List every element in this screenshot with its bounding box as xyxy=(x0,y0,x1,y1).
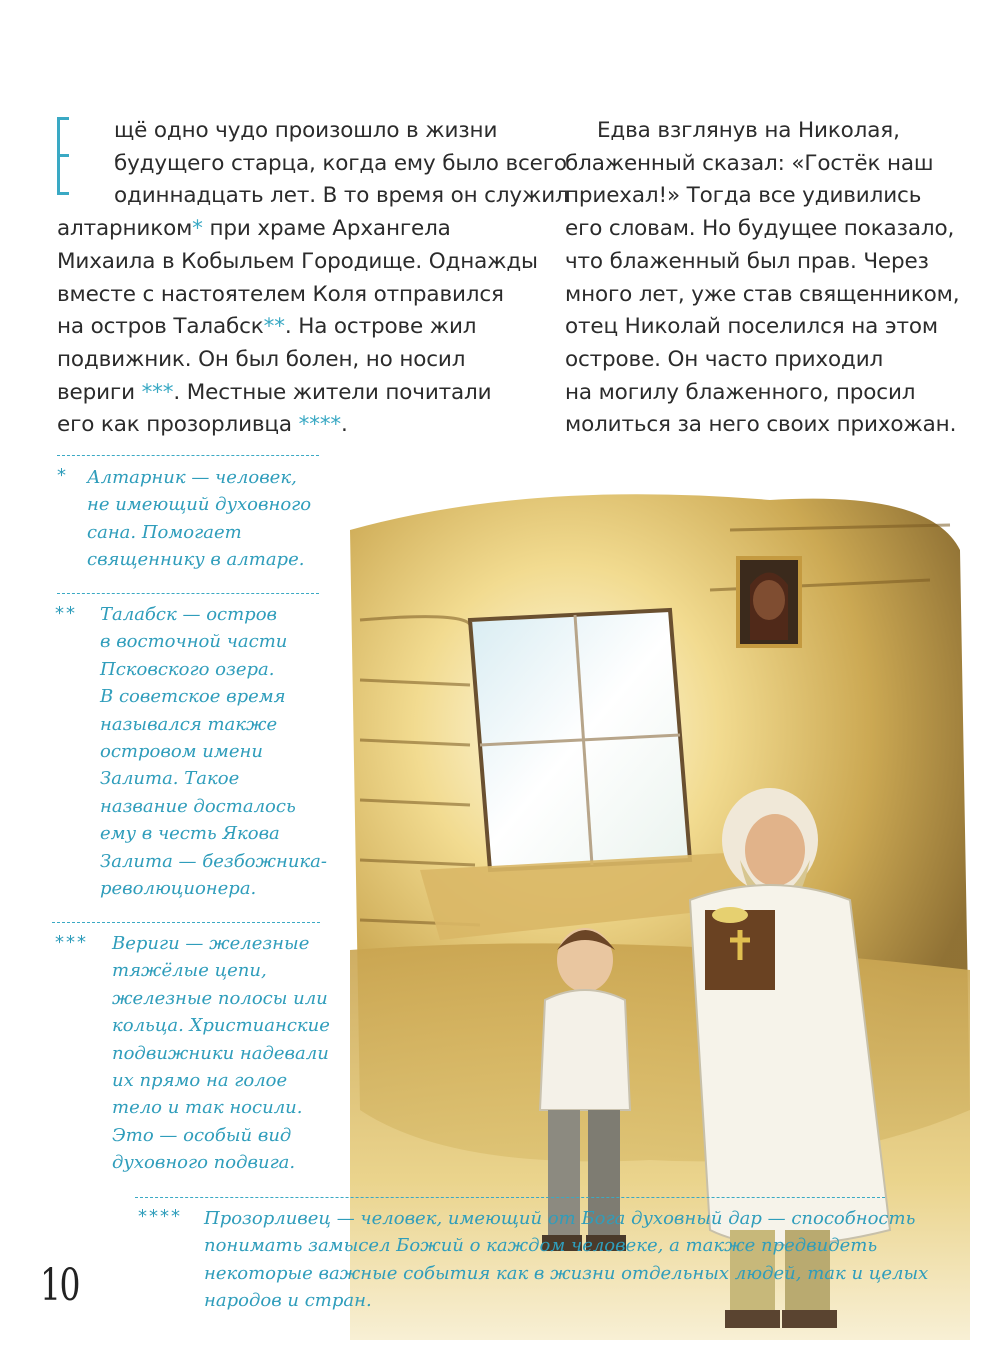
footnote-mark-4: **** xyxy=(298,412,342,438)
text-line xyxy=(57,377,522,410)
footnote-2 xyxy=(100,601,327,902)
footnote-line: понимать замысел Божий о каждом человеке, а также предвидеть xyxy=(204,1235,878,1257)
text-line: молиться за него своих прихожан. xyxy=(565,412,957,438)
text-fragment: . Местные жители почитали xyxy=(173,379,492,405)
footnote-line: тело и так носили. xyxy=(112,1097,303,1119)
page-number: 10 xyxy=(40,1260,79,1311)
main-text-left-column xyxy=(57,115,569,442)
footnote-divider xyxy=(135,1197,885,1198)
footnote-4 xyxy=(204,1205,928,1315)
text-fragment: алтарником xyxy=(57,216,193,242)
footnote-line: некоторые важные события как в жизни отдельных людей, так и целых xyxy=(204,1262,929,1284)
text-line: его словам. Но будущее показало, xyxy=(565,216,955,242)
text-line: будущего старца, когда ему было всего xyxy=(114,150,567,176)
text-line: щё одно чудо произошло в жизни xyxy=(114,118,498,143)
text-line: вместе с настоятелем Коля отправился xyxy=(57,281,504,307)
text-line: много лет, уже став священником, xyxy=(565,281,960,307)
text-fragment: его как прозорливца xyxy=(57,412,292,438)
text-line: острове. Он часто приходил xyxy=(565,346,884,372)
footnote-divider xyxy=(57,455,319,456)
footnote-line: подвижники надевали xyxy=(112,1042,329,1064)
footnote-divider xyxy=(57,593,319,594)
footnote-line: сана. Помогает xyxy=(87,521,242,543)
footnote-mark-1: * xyxy=(192,216,203,242)
footnote-line: назывался также xyxy=(100,713,278,735)
text-line: отец Николай поселился на этом xyxy=(565,314,938,340)
footnote-line: островом имени xyxy=(100,741,263,763)
footnote-line: священнику в алтаре. xyxy=(87,549,305,571)
footnote-line: Вериги — железные xyxy=(112,933,310,954)
text-line: Михаила в Кобыльем Городище. Однажды xyxy=(57,248,538,274)
text-fragment: . xyxy=(341,412,348,438)
footnote-line: народов и стран. xyxy=(204,1290,372,1312)
footnote-line: их прямо на голое xyxy=(112,1070,288,1092)
footnote-line: духовного подвига. xyxy=(112,1152,296,1174)
text-line xyxy=(57,409,522,442)
text-line: блаженный сказал: «Гостёк наш xyxy=(565,150,934,176)
footnote-line: железные полосы или xyxy=(112,987,328,1009)
text-line: на могилу блаженного, просил xyxy=(565,379,916,405)
footnote-3-mark: *** xyxy=(55,932,88,953)
footnote-line: Алтарник — человек, xyxy=(87,467,297,488)
footnote-line: в восточной части xyxy=(100,631,288,653)
footnote-line: революционера. xyxy=(100,878,257,900)
text-fragment: при храме Архангела xyxy=(209,216,451,242)
text-line: что блаженный был прав. Через xyxy=(565,248,929,274)
footnote-line: Это — особый вид xyxy=(112,1124,292,1146)
text-line: Едва взглянув на Николая, xyxy=(597,118,900,143)
footnote-1-mark: * xyxy=(57,465,68,486)
text-line: одиннадцать лет. В то время он служил xyxy=(114,183,569,209)
footnote-line: ему в честь Якова xyxy=(100,823,280,845)
text-fragment: на остров Талабск xyxy=(57,314,264,340)
footnote-divider xyxy=(52,922,320,923)
main-text-right-column xyxy=(565,115,965,442)
footnote-mark-3: *** xyxy=(141,379,174,405)
footnote-line: Псковского озера. xyxy=(100,658,275,680)
footnote-mark-2: ** xyxy=(263,314,285,340)
footnote-2-mark: ** xyxy=(55,603,77,624)
footnote-line: Прозорливец — человек, имеющий от Бога духовный дар — способность xyxy=(204,1208,916,1229)
footnote-line: Залита. Такое xyxy=(100,768,240,790)
footnote-line: Залита — безбожника- xyxy=(100,850,327,872)
text-line xyxy=(57,311,522,344)
footnote-line: В советское время xyxy=(100,686,286,708)
text-line: приехал!» Тогда все удивились xyxy=(565,183,922,209)
footnote-line: Талабск — остров xyxy=(100,604,278,625)
text-line: подвижник. Он был болен, но носил xyxy=(57,346,466,372)
footnote-3 xyxy=(112,930,330,1177)
text-fragment: вериги xyxy=(57,379,135,405)
footnote-line: название досталось xyxy=(100,795,296,817)
footnote-1 xyxy=(87,464,311,574)
text-line xyxy=(57,213,522,246)
footnote-line: тяжёлые цепи, xyxy=(112,960,267,982)
text-fragment: . На острове жил xyxy=(284,314,477,340)
footnote-line: не имеющий духовного xyxy=(87,494,312,516)
footnote-4-mark: **** xyxy=(138,1206,182,1227)
footnote-line: кольца. Христианские xyxy=(112,1015,330,1037)
